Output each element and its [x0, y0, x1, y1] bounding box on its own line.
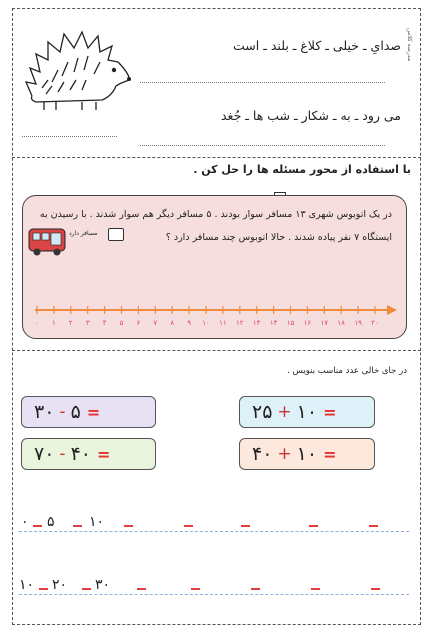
- hedgehog-illustration: [22, 24, 132, 114]
- answer-line-1: [140, 82, 385, 83]
- equation-2-operator: -: [59, 402, 66, 422]
- number-line-label: ۱۷: [320, 319, 329, 327]
- equation-2-equals: =: [86, 402, 101, 422]
- sequence-1-dash[interactable]: [73, 525, 82, 527]
- equation-2-a: ۳۰: [34, 401, 55, 423]
- sequence-1-blank[interactable]: [124, 525, 133, 527]
- sequence-1-blank[interactable]: [369, 525, 378, 527]
- sequence-2-blank[interactable]: [251, 588, 260, 590]
- number-line-label: ۶: [136, 319, 141, 327]
- equation-1-equals: =: [323, 402, 337, 422]
- vertical-title: مدرسه کلاس: [406, 28, 413, 62]
- section3-title: در جای خالی عدد مناسب بنویس .: [287, 366, 407, 376]
- number-line-label: ۱۸: [337, 319, 345, 327]
- number-line-label: ۱۵: [286, 319, 295, 327]
- equation-box-4[interactable]: [21, 438, 156, 470]
- number-line-label: ۱۱: [219, 319, 227, 327]
- number-line-label: ۱۲: [236, 319, 244, 327]
- number-line-label: ۱۴: [269, 319, 278, 327]
- number-line: [33, 298, 398, 330]
- sequence-1-blank[interactable]: [309, 525, 318, 527]
- sequence-1-blank[interactable]: [241, 525, 250, 527]
- number-line-label: ۸: [170, 319, 175, 327]
- equation-2-b: ۵: [70, 401, 81, 423]
- sequence-2-dash[interactable]: [39, 588, 48, 590]
- number-line-label: ۳: [85, 319, 90, 327]
- sequence-2-value-2: ۲۰: [52, 577, 68, 593]
- sequence-2-guide-line: [19, 594, 409, 595]
- number-line-label: ۱۶: [303, 319, 312, 327]
- equation-1-operator: +: [277, 402, 292, 422]
- problem-line-1: در یک اتوبوس شهری ۱۳ مسافر سوار بودند . ۵ مسافر دیگر هم سوار شدند . با رسیدن به: [39, 209, 392, 220]
- number-line-label: ۲: [68, 319, 73, 327]
- section-divider-1: [12, 157, 421, 158]
- number-line-label: ۱: [52, 319, 56, 327]
- number-line-label: ۰: [35, 319, 39, 327]
- number-sequence-1: [19, 512, 409, 532]
- equation-3-a: ۴۰: [252, 443, 273, 465]
- sequence-1-blank[interactable]: [184, 525, 193, 527]
- number-sequence-2: [19, 575, 409, 595]
- sequence-1-guide-line: [19, 531, 409, 532]
- sequence-1-value-2: ۵: [47, 514, 55, 530]
- equation-3-b: ۱۰: [296, 443, 318, 465]
- scrambled-sentence-1: صدایِ ـ خیلی ـ کلاغ ـ بلند ـ است: [233, 38, 401, 53]
- equation-4-equals: =: [96, 444, 111, 464]
- number-line-label: ۵: [119, 319, 124, 327]
- word-problem-panel: [22, 195, 407, 339]
- answer-box[interactable]: [108, 228, 124, 241]
- answer-label: مسافر دارد: [69, 230, 98, 237]
- sequence-2-blank[interactable]: [311, 588, 320, 590]
- sequence-2-value-1: ۱۰: [19, 577, 35, 593]
- answer-line-2: [140, 145, 385, 146]
- equation-box-2[interactable]: [21, 396, 156, 428]
- bus-icon: [27, 226, 67, 258]
- scrambled-sentence-2: می رود ـ به ـ شکار ـ شب ها ـ جُغد: [220, 108, 401, 123]
- equation-box-3[interactable]: [239, 438, 375, 470]
- number-line-label: ۹: [187, 319, 191, 327]
- number-line-label: ۴: [102, 319, 107, 327]
- sequence-2-blank[interactable]: [371, 588, 380, 590]
- section2-title: با استفاده از محور مسئله ها را حل کن .: [193, 163, 411, 176]
- number-line-label: ۲۰: [371, 319, 379, 327]
- sequence-1-value-1: ۰: [21, 514, 29, 530]
- illustration-caption-line: [22, 136, 117, 137]
- section-divider-2: [12, 350, 421, 351]
- sequence-2-value-3: ۳۰: [95, 577, 111, 593]
- equation-1-a: ۲۵: [252, 401, 273, 423]
- equation-4-operator: -: [59, 444, 66, 464]
- equation-3-operator: +: [277, 444, 292, 464]
- sequence-1-dash[interactable]: [33, 525, 42, 527]
- sequence-2-dash[interactable]: [82, 588, 91, 590]
- problem-line-2: ایستگاه ۷ نفر پیاده شدند . حالا اتوبوس چند مسافر دارد ؟: [165, 232, 392, 243]
- sequence-2-blank[interactable]: [191, 588, 200, 590]
- equation-box-1[interactable]: [239, 396, 375, 428]
- equation-1-b: ۱۰: [296, 401, 318, 423]
- sequence-2-blank[interactable]: [137, 588, 146, 590]
- sequence-1-value-3: ۱۰: [89, 514, 105, 530]
- number-line-label: ۱۳: [252, 319, 261, 327]
- equation-3-equals: =: [323, 444, 337, 464]
- number-line-label: ۱۹: [354, 319, 362, 327]
- number-line-label: ۷: [153, 319, 158, 327]
- number-line-label: ۱۰: [202, 319, 210, 327]
- equation-4-b: ۴۰: [70, 443, 91, 465]
- equation-4-a: ۷۰: [34, 443, 55, 465]
